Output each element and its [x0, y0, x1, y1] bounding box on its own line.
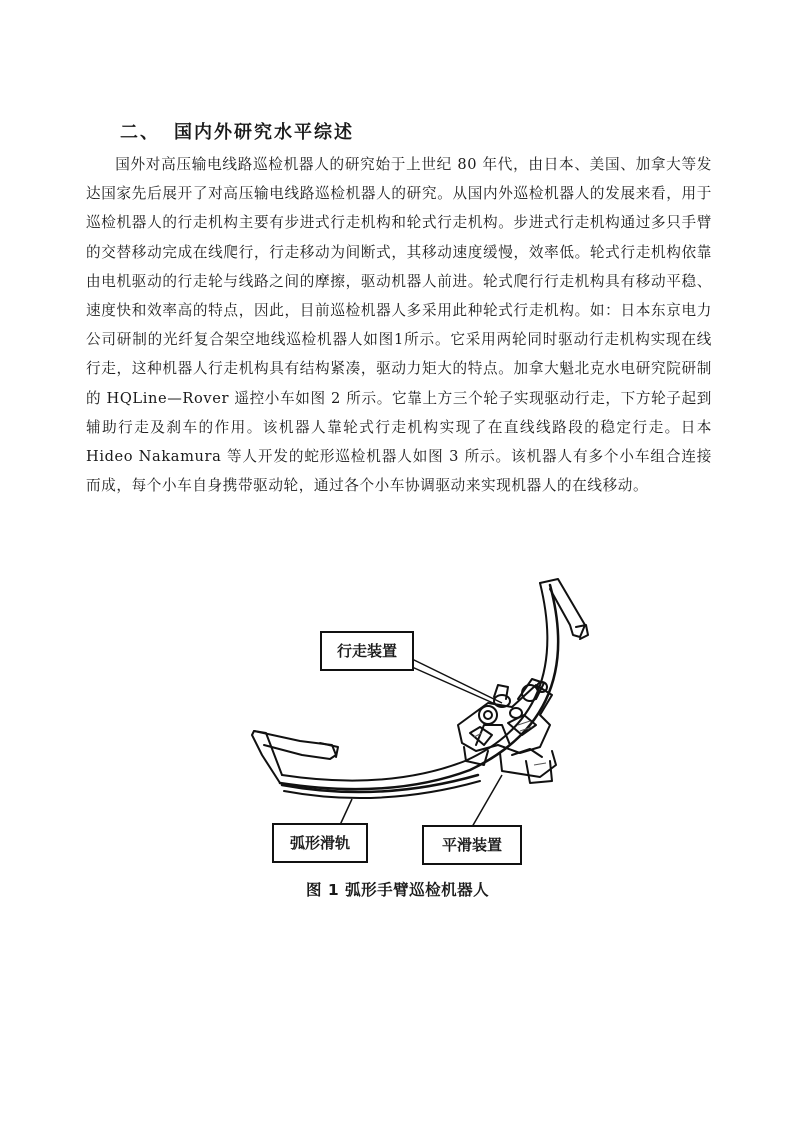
label-smoothing-device: 平滑装置 [422, 825, 522, 865]
label-walking-device: 行走装置 [320, 631, 414, 671]
body-paragraph: 国外对高压输电线路巡检机器人的研究始于上世纪 80 年代，由日本、美国、加拿大等发达国家先后展开了对高压输电线路巡检机器人的研究。从国内外巡检机器人的发展来看，用于巡检机器人的行走机构主要有步进式行走机构和轮式行走机构。步进式行走机构通过多只手臂的交替移动完成在线爬行，行走移动为间断式，其移动速度缓慢，效率低。轮式行走机构依靠由电机驱动的行走轮与线路之间的摩擦，驱动机器人前进。轮式爬行行走机构具有移动平稳、速度快和效率高的特点，因此，目前巡检机器人多采用此种轮式行走机构。如：日本东京电力公司研制的光纤复合架空地线巡检机器人如图1所示。它采用两轮同时驱动行走机构实现在线行走，这种机器人行走机构具有结构紧凑，驱动力矩大的特点。加拿大魁北克水电研究院研制的 HQLine—Rover 遥控小车如图 2 所示。它靠上方三个轮子实现驱动行走，下方轮子起到辅助行走及刹车的作用。该机器人靠轮式行走机构实现了在直线线路段的稳定行走。日本 Hideo Nakamura 等人开发的蛇形巡检机器人如图 3 所示。该机器人有多个小车组合连接而成，每个小车自身携带驱动轮，通过各个小车协调驱动来实现机器人的在线移动。 [86, 156, 712, 495]
figure-caption: 图 1 弧形手臂巡检机器人 [306, 881, 490, 899]
label-arc-rail: 弧形滑轨 [272, 823, 368, 863]
section-title: 国内外研究水平综述 [174, 122, 354, 143]
section-number: 二、 [120, 122, 160, 143]
robot-figure [240, 575, 600, 875]
section-heading [120, 118, 354, 144]
